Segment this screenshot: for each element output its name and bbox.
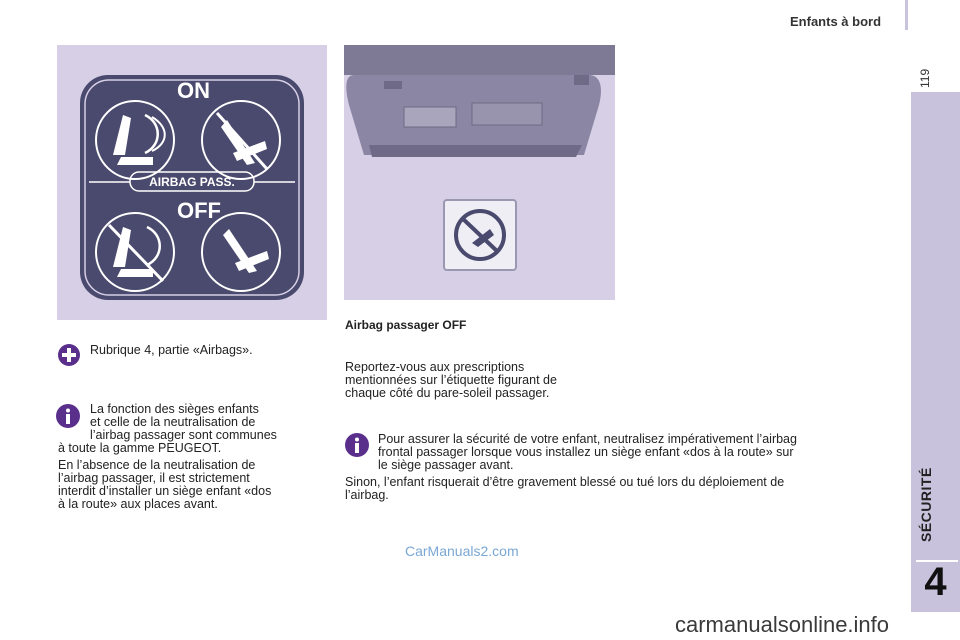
prescription-line-2: mentionnées sur l’étiquette figurant de bbox=[345, 373, 557, 387]
header-divider bbox=[905, 0, 908, 30]
warning-line-3: le siège passager avant. bbox=[378, 458, 514, 472]
prescription-line-1: Reportez-vous aux prescriptions bbox=[345, 360, 525, 374]
airbag-indicator-drawing bbox=[57, 45, 327, 320]
sun-visor-drawing bbox=[344, 45, 615, 300]
info-note-2-line-1: En l’absence de la neutralisation de bbox=[58, 458, 256, 472]
warning-line-1: Pour assurer la sécurité de votre enfant, neutralisez impérativement l’airbag bbox=[378, 432, 797, 446]
warning-followup-line-2: l’airbag. bbox=[345, 488, 389, 502]
warning-info-icon bbox=[345, 433, 369, 457]
info-note-line-1: La fonction des sièges enfants bbox=[90, 402, 259, 416]
reference-note: Rubrique 4, partie «Airbags». bbox=[90, 343, 253, 357]
page-number: 119 bbox=[918, 68, 932, 88]
chapter-number: 4 bbox=[924, 560, 947, 604]
prescription-line-3: chaque côté du pare-soleil passager. bbox=[345, 386, 550, 400]
warning-followup-line-1: Sinon, l’enfant risquerait d’être gravement blessé ou tué lors du déploiement de bbox=[345, 475, 785, 489]
watermark-footer: carmanualsonline.info bbox=[675, 612, 890, 637]
figure-caption: Airbag passager OFF bbox=[345, 318, 467, 332]
chapter-label: SÉCURITÉ bbox=[918, 467, 934, 543]
warning-line-2: frontal passager lorsque vous installez un siège enfant «dos à la route» sur bbox=[378, 445, 794, 459]
svg-text:OFF: OFF bbox=[177, 198, 221, 223]
svg-text:AIRBAG PASS.: AIRBAG PASS. bbox=[149, 175, 235, 189]
page-header-title: Enfants à bord bbox=[790, 14, 882, 29]
info-icon bbox=[56, 404, 80, 428]
info-note-line-4: à toute la gamme PEUGEOT. bbox=[58, 441, 222, 455]
info-note-line-3: l’airbag passager sont communes bbox=[90, 428, 277, 442]
reference-plus-icon bbox=[58, 344, 80, 366]
airbag-indicator-illustration bbox=[57, 45, 327, 320]
sun-visor-illustration bbox=[344, 45, 615, 300]
svg-text:ON: ON bbox=[177, 78, 210, 103]
watermark-carmanuals: CarManuals2.com bbox=[405, 543, 519, 559]
info-note-2-line-2: l’airbag passager, il est strictement bbox=[58, 471, 250, 485]
info-note-line-2: et celle de la neutralisation de bbox=[90, 415, 256, 429]
info-note-2-line-3: interdit d’installer un siège enfant «dos bbox=[58, 484, 272, 498]
info-note-2-line-4: à la route» aux places avant. bbox=[58, 497, 218, 511]
